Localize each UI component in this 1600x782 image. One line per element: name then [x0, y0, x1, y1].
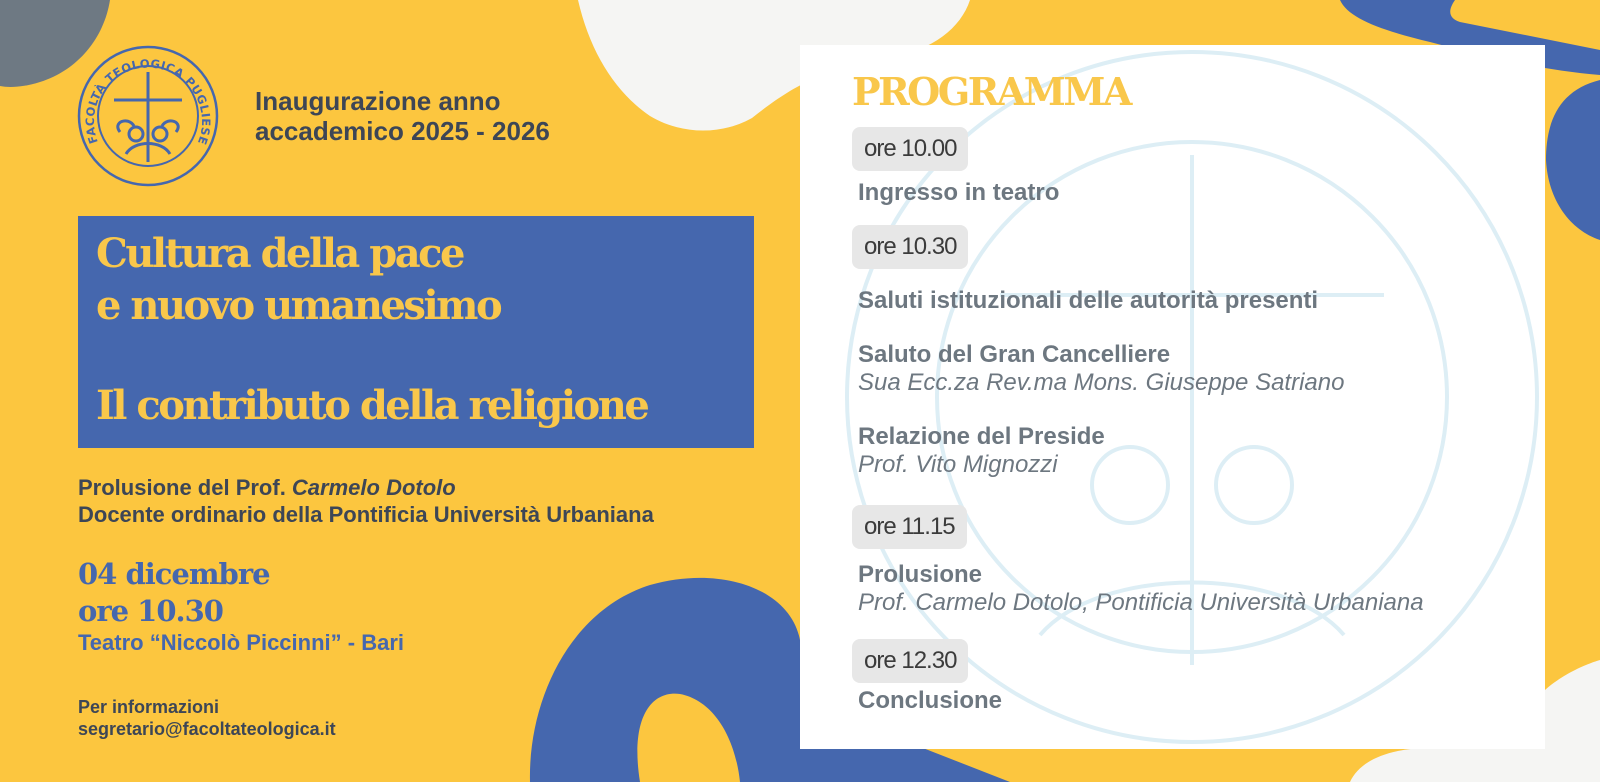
- blue-bottom-arc: [530, 578, 800, 782]
- prolusion-role: Docente ordinario della Pontificia Università Urbaniana: [78, 502, 654, 527]
- programme-item-subtitle: Sua Ecc.za Rev.ma Mons. Giuseppe Satriano: [858, 369, 1345, 396]
- programme-item-subtitle: Prof. Vito Mignozzi: [858, 451, 1058, 478]
- programme-item-title: Ingresso in teatro: [858, 179, 1060, 206]
- programme-item-title: Saluti istituzionali delle autorità presenti: [858, 287, 1319, 314]
- event-heading-line1: Inaugurazione anno: [255, 86, 501, 116]
- theme-subtitle: Il contributo della religione: [96, 382, 648, 429]
- time-badge: ore 12.30: [852, 639, 968, 683]
- event-date-block: [78, 556, 270, 630]
- time-badge: ore 10.00: [852, 127, 968, 171]
- programme-item-title: Conclusione: [858, 687, 1003, 714]
- event-heading-line2: accademico 2025 - 2026: [255, 116, 550, 146]
- event-heading: [255, 86, 550, 146]
- event-date: 04 dicembre: [78, 557, 270, 591]
- theme-title-line2: e nuovo umanesimo: [96, 282, 501, 329]
- event-venue: Teatro “Niccolò Piccinni” - Bari: [78, 630, 404, 655]
- contact-label: Per informazioni: [78, 697, 220, 717]
- faculty-seal-logo: [76, 44, 220, 188]
- prolusion-speaker: Carmelo Dotolo: [291, 475, 456, 500]
- programme-card: [800, 45, 1545, 749]
- theme-title-line1: Cultura della pace: [96, 230, 463, 277]
- event-time: ore 10.30: [78, 594, 223, 628]
- programme-item-title: Relazione del Preside: [858, 423, 1105, 450]
- time-badge: ore 10.30: [852, 225, 968, 269]
- programme-title: PROGRAMMA: [852, 69, 1130, 114]
- programme-item-title: Saluto del Gran Cancelliere: [858, 341, 1171, 368]
- prolusion-info: [78, 474, 654, 528]
- contact-email[interactable]: segretario@facoltateologica.it: [78, 719, 336, 739]
- svg-text:FACOLTÀ TEOLOGICA PUGLIESE: FACOLTÀ TEOLOGICA PUGLIESE: [82, 56, 214, 147]
- programme-item-subtitle: Prof. Carmelo Dotolo, Pontificia Università Urbaniana: [858, 589, 1424, 616]
- contact-info: [78, 696, 336, 740]
- programme-item-title: Prolusione: [858, 561, 983, 588]
- prolusion-prefix: Prolusione del Prof.: [78, 475, 292, 500]
- prolusion-speaker-line: [78, 474, 654, 501]
- time-badge: ore 11.15: [852, 505, 967, 549]
